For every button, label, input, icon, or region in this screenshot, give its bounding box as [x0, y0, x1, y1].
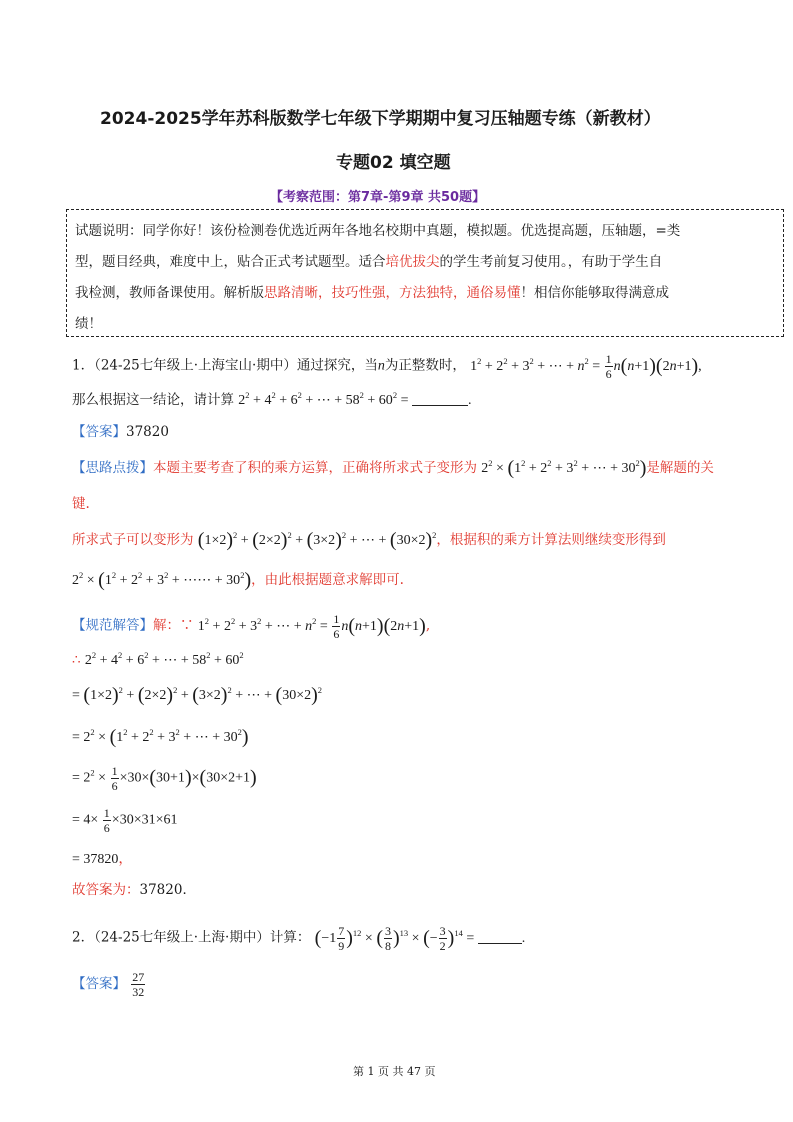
intro-line-2: [75, 250, 662, 270]
formula-hint: $2^2 \times (1^2 + 2^2 + 3^2$ + ⋯ + $30^2$): [481, 457, 647, 479]
solution-label: 【规范解答】: [72, 617, 153, 634]
formula-step4: = 4× $\frac{1}{6}$ ×30×31×61: [72, 806, 178, 835]
intro-text: 的学生考前复习使用。，有助于学生自: [439, 254, 663, 270]
question-1-line2: [72, 388, 471, 409]
final-label: 故答案为：: [72, 882, 140, 898]
question-text: 通过探究，当: [296, 357, 378, 374]
therefore-symbol: ∴: [72, 652, 81, 668]
formula-sum-of-squares: $1^2 + 2^2 + 3^2$ + ⋯ + $n^2$ = $\frac{1}{6}$ n(n+1)(2n+1),: [470, 352, 702, 381]
q1-hint-line2: 键.: [72, 496, 90, 512]
answer-label: 【答案】: [72, 976, 126, 992]
q1-solution-line1: 【规范解答】解：∵ $1^2 + 2^2 + 3^2$ + ⋯ + $n^2$ = $\frac{1}{6}$ n(n+1)(2n+1),: [72, 612, 431, 641]
solution-text: 解：: [153, 617, 180, 634]
section-subtitle: 专题02 填空题: [336, 153, 451, 173]
question-number: 1．: [72, 357, 95, 374]
answer-value: 37820: [126, 424, 169, 440]
formula-even-squares: $2^2 + 4^2 + 6^2$ + ⋯ + $58^2 + 60^2$ = .: [238, 390, 472, 408]
formula-rewrite: $(1\times 2)^2 + (2\times 2)^2 + (3\times 2)^2$ + ⋯ + $(30\times 2)^2$: [197, 529, 437, 551]
q1-answer: [72, 420, 169, 440]
intro-text: 我检测，教师备课使用。解析版: [75, 285, 264, 301]
hint-text: 本题主要考查了积的乘方运算，正确将所求式子变形为: [153, 460, 477, 476]
formula-step3: = $2^2$ × $\frac{1}{6}$ ×30×(30+1)×(30×2+1): [72, 764, 257, 793]
hint-text: ，由此根据题意求解即可.: [251, 572, 404, 588]
q1-hint-line4: [72, 568, 404, 592]
formula-step5: = 37820，: [72, 852, 133, 867]
answer-label: 【答案】: [72, 424, 126, 440]
intro-box: [66, 209, 784, 337]
answer-blank: [412, 392, 468, 406]
final-value: 37820．: [139, 882, 196, 898]
hint-text: 是解题的关: [646, 460, 714, 476]
variable-n: n: [377, 358, 385, 374]
formula-step2: = $2^2 \times (1^2 + 2^2 + 3^2$ + ⋯ + $30^2$): [72, 726, 249, 748]
intro-highlight: 培优拔尖: [385, 254, 440, 270]
formula-given: $1^2 + 2^2 + 3^2$ + ⋯ + $n^2$ = $\frac{1}{6}$ n(n+1)(2n+1): [197, 612, 426, 641]
question-text: 那么根据这一结论，请计算: [72, 392, 234, 408]
formula-step0: $2^2 + 4^2 + 6^2$ + ⋯ + $58^2 + 60^2$: [84, 650, 244, 668]
hint-text: ，根据积的乘方计算法则继续变形得到: [436, 532, 666, 548]
page-footer: 第 1 页 共 47 页: [353, 1065, 436, 1078]
intro-highlight: 思路清晰，技巧性强，方法独特，通俗易懂: [264, 285, 521, 301]
question-source: （24-25七年级上·上海·期中）: [94, 929, 270, 946]
intro-text: ！相信你能够取得满意成: [520, 285, 669, 301]
q1-final-answer: [72, 878, 196, 898]
question-source: （24-25七年级上·上海宝山·期中）: [94, 357, 297, 374]
hint-label: 【思路点拨】: [72, 460, 153, 476]
formula-q2: (−1 $\frac{7}{9}$ )$^{12}$ × ( $\frac{3}{8}$ )$^{13}$ × (− $\frac{3}{2}$ )$^{14}$ = .: [314, 924, 526, 953]
q2-answer: [72, 970, 146, 999]
formula-factored: $2^2 \times (1^2 + 2^2 + 3^2$ + ⋯⋯ + $30^2$): [72, 569, 252, 591]
intro-line-1: 试题说明：同学你好！该份检测卷优选近两年各地名校期中真题，模拟题。优选提高题，压轴题，=类: [75, 223, 681, 239]
scope-label: 【考察范围：第7章-第9章 共50题】: [270, 190, 486, 205]
document-title: 2024-2025学年苏科版数学七年级下学期期中复习压轴题专练（新教材）: [100, 109, 661, 129]
because-symbol: ∵: [180, 617, 194, 634]
formula-step1: = $(1\times 2)^2 + (2\times 2)^2 + (3\times 2)^2$ + ⋯ + $(30\times 2)^2$: [72, 684, 323, 706]
q1-hint-line1: [72, 456, 714, 480]
question-number: 2．: [72, 929, 95, 946]
intro-line-3: [75, 281, 669, 301]
q1-solution-line2: [72, 652, 244, 669]
answer-numerator: 27: [132, 970, 145, 984]
answer-fraction: [131, 970, 145, 999]
intro-text: 型，题目经典，难度中上，贴合正式考试题型。适合: [75, 254, 386, 270]
answer-denominator: 32: [132, 985, 145, 999]
intro-line-4: 绩！: [75, 316, 102, 332]
question-text: 为正整数时，: [384, 357, 466, 374]
question-1-stem: [72, 352, 702, 381]
question-text: 计算：: [269, 929, 311, 946]
q1-hint-line3: [72, 528, 666, 552]
hint-text: 所求式子可以变形为: [72, 532, 194, 548]
answer-blank: [478, 930, 522, 944]
question-2-stem: [72, 924, 525, 953]
